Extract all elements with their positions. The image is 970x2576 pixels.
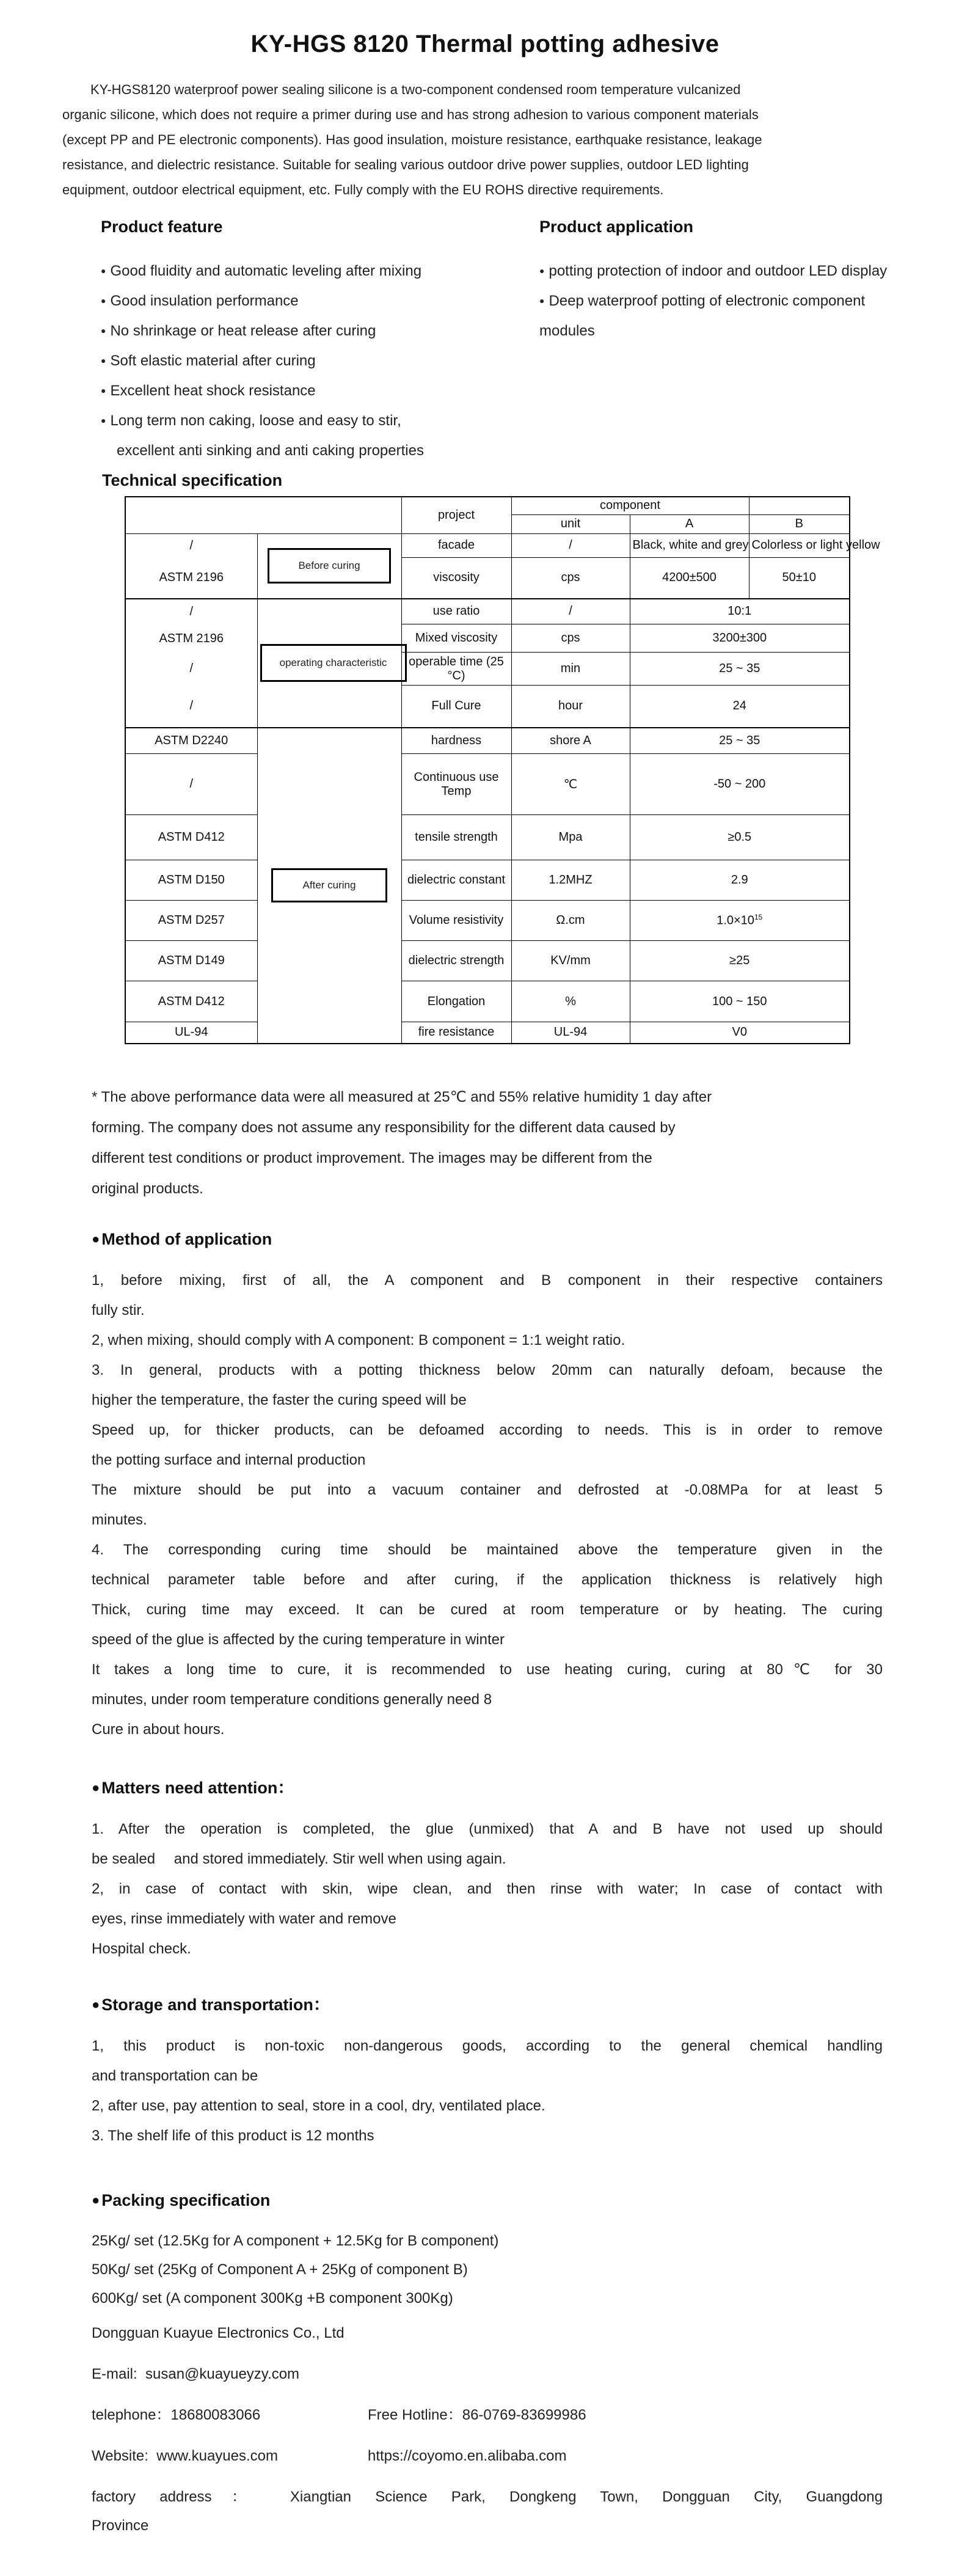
paragraph-line: and transportation can be xyxy=(92,2067,258,2084)
list-item xyxy=(101,346,522,376)
header-component: component xyxy=(511,497,749,514)
product-application-list xyxy=(539,256,906,346)
standard-cell-group xyxy=(125,599,257,728)
paragraph-line: 4. The corresponding curing time should be maintained above the temperature given in the xyxy=(92,1541,883,1558)
list-item xyxy=(539,286,906,346)
intro-line: KY-HGS8120 waterproof power sealing silicone is a two-component condensed room temperature vulcanized xyxy=(90,82,741,97)
feature-application-columns xyxy=(101,217,970,466)
table-cell-volume-resistivity xyxy=(630,901,850,941)
stage-cell xyxy=(257,533,401,599)
table-cell: 3200±300 xyxy=(630,624,850,652)
table-corner-blank-cell xyxy=(125,497,401,533)
table-cell: 25 ~ 35 xyxy=(630,728,850,754)
table-cell: operable time (25 °C) xyxy=(401,652,511,686)
bullet-icon: ● xyxy=(92,1996,100,2012)
table-cell: ≥25 xyxy=(630,941,850,981)
telephone-number: telephone：18680083066 xyxy=(92,2406,261,2423)
paragraph-line: higher the temperature, the faster the curing speed will be xyxy=(92,1391,467,1408)
paragraph-line: 2, after use, pay attention to seal, store in a cool, dry, ventilated place. xyxy=(92,2097,545,2114)
standard-value: ASTM D149 xyxy=(125,941,257,981)
standard-value: ASTM D412 xyxy=(125,981,257,1022)
stage-label-box: operating characteristic xyxy=(260,644,407,682)
table-cell: Colorless or light yellow xyxy=(749,533,850,558)
table-cell: 50±10 xyxy=(749,558,850,599)
value-exponent: 15 xyxy=(754,913,763,922)
table-cell: Volume resistivity xyxy=(401,901,511,941)
table-cell: Full Cure xyxy=(401,686,511,728)
bullet-icon: ● xyxy=(101,266,106,276)
table-cell: shore A xyxy=(511,728,630,754)
paragraph-line: Hospital check. xyxy=(92,1940,191,1957)
table-cell: ≥0.5 xyxy=(630,815,850,860)
email-line: E-mail: susan@kuayueyzy.com xyxy=(92,2365,300,2382)
list-item xyxy=(539,256,906,286)
paragraph-line: Cure in about hours. xyxy=(92,1721,225,1738)
table-cell: Black, white and grey xyxy=(630,533,749,558)
table-cell: V0 xyxy=(630,1022,850,1044)
alibaba-url: https://coyomo.en.alibaba.com xyxy=(368,2447,567,2464)
stage-cell xyxy=(257,599,401,728)
standard-cell-group xyxy=(125,533,257,599)
product-application-section xyxy=(539,217,906,466)
website-line xyxy=(92,2442,883,2470)
intro-line: equipment, outdoor electrical equipment, etc. Fully comply with the EU ROHS directive requirements. xyxy=(62,182,664,197)
product-application-heading: Product application xyxy=(539,218,694,236)
table-cell: Ω.cm xyxy=(511,901,630,941)
packing-specification-text xyxy=(0,2227,970,2313)
paragraph-line: technical parameter table before and after curing, if the application thickness is relatively high xyxy=(92,1571,883,1588)
disclaimer-note xyxy=(92,1082,878,1204)
table-cell: Mixed viscosity xyxy=(401,624,511,652)
standard-value: ASTM 2196 xyxy=(159,571,224,584)
table-cell: 10:1 xyxy=(630,599,850,624)
packing-line: 600Kg/ set (A component 300Kg +B component 300Kg) xyxy=(92,2289,453,2307)
standard-value: ASTM D257 xyxy=(125,901,257,941)
paragraph-line: 3. In general, products with a potting thickness below 20mm can naturally defoam, because the xyxy=(92,1361,883,1378)
header-unit: unit xyxy=(511,514,630,533)
note-line: * The above performance data were all measured at 25℃ and 55% relative humidity 1 day after xyxy=(92,1088,712,1105)
paragraph-line: speed of the glue is affected by the curing temperature in winter xyxy=(92,1631,505,1648)
list-item-text: Good insulation performance xyxy=(110,293,299,309)
table-cell: UL-94 xyxy=(511,1022,630,1044)
stage-label-box: After curing xyxy=(271,868,387,902)
bullet-icon: ● xyxy=(539,266,545,276)
factory-address xyxy=(92,2483,883,2540)
bullet-icon: ● xyxy=(101,296,106,306)
technical-specification-table xyxy=(125,496,880,1044)
free-hotline-number: Free Hotline：86-0769-83699986 xyxy=(368,2406,586,2423)
paragraph-line: 2, in case of contact with skin, wipe clean, and then rinse with water; In case of contact with xyxy=(92,1880,883,1897)
intro-line: organic silicone, which does not require a primer during use and has strong adhesion to various component materials xyxy=(62,107,759,122)
table-cell: 100 ~ 150 xyxy=(630,981,850,1022)
paragraph-line: 3. The shelf life of this product is 12 months xyxy=(92,2127,374,2144)
paragraph-line: eyes, rinse immediately with water and remove xyxy=(92,1910,396,1927)
table-cell: Continuous use Temp xyxy=(401,754,511,815)
packing-specification-heading xyxy=(92,2190,970,2211)
bullet-icon: ● xyxy=(101,415,106,425)
factory-address-line: factory address： Xiangtian Science Park, Dongkeng Town, Dongguan City, Guangdong xyxy=(92,2488,883,2505)
value-base: 1.0×10 xyxy=(717,913,754,928)
header-component-b: B xyxy=(749,514,850,533)
table-cell: 2.9 xyxy=(630,860,850,901)
table-cell: cps xyxy=(511,624,630,652)
table-cell: hour xyxy=(511,686,630,728)
header-blank-cell xyxy=(749,497,850,514)
paragraph-line: 1, this product is non-toxic non-dangerous goods, according to the general chemical handling xyxy=(92,2037,883,2054)
intro-paragraph xyxy=(62,77,884,202)
matters-need-attention-heading xyxy=(92,1777,970,1798)
paragraph-line: The mixture should be put into a vacuum container and defrosted at -0.08MPa for at least 5 xyxy=(92,1481,883,1498)
standard-value: ASTM 2196 xyxy=(159,631,224,645)
paragraph-line: minutes, under room temperature conditions generally need 8 xyxy=(92,1691,492,1708)
intro-line: resistance, and dielectric resistance. Suitable for sealing various outdoor drive power supplies, outdoor LED lighting xyxy=(62,157,749,172)
technical-specification-heading: Technical specification xyxy=(102,471,283,489)
paragraph-line: 1. After the operation is completed, the glue (unmixed) that A and B have not used up should xyxy=(92,1820,883,1837)
list-item xyxy=(101,406,522,436)
table-cell: fire resistance xyxy=(401,1022,511,1044)
list-item-text: Deep waterproof potting of electronic component modules xyxy=(539,293,866,339)
list-item-text: No shrinkage or heat release after curing xyxy=(110,323,376,339)
paragraph-line: the potting surface and internal production xyxy=(92,1451,366,1468)
stage-label-box: Before curing xyxy=(268,548,391,584)
company-name: Dongguan Kuayue Electronics Co., Ltd xyxy=(92,2324,345,2341)
note-line: different test conditions or product improvement. The images may be different from the xyxy=(92,1149,652,1166)
list-item xyxy=(101,256,522,286)
page-title: KY-HGS 8120 Thermal potting adhesive xyxy=(250,31,720,57)
standard-value: / xyxy=(189,538,194,552)
list-item-text: Soft elastic material after curing xyxy=(110,353,316,369)
list-item-continuation: excellent anti sinking and anti caking properties xyxy=(117,442,424,459)
bullet-icon: ● xyxy=(92,1231,100,1246)
phone-line xyxy=(92,2401,883,2429)
method-of-application-text xyxy=(92,1265,883,1744)
storage-transportation-text xyxy=(92,2031,883,2151)
paragraph-line: 2, when mixing, should comply with A component: B component = 1:1 weight ratio. xyxy=(92,1331,625,1348)
table-cell: % xyxy=(511,981,630,1022)
table-cell: -50 ~ 200 xyxy=(630,754,850,815)
list-item-text: potting protection of indoor and outdoor LED display xyxy=(549,263,888,279)
factory-address-line: Province xyxy=(92,2517,149,2534)
standard-value: / xyxy=(125,754,257,815)
standard-value: ASTM D2240 xyxy=(125,728,257,754)
header-project: project xyxy=(401,497,511,533)
table-cell: ℃ xyxy=(511,754,630,815)
storage-transportation-heading xyxy=(92,1994,970,2015)
table-cell: facade xyxy=(401,533,511,558)
bullet-icon: ● xyxy=(101,326,106,335)
standard-value: / xyxy=(189,662,194,675)
heading-text: Packing specification xyxy=(101,2190,271,2209)
packing-line: 25Kg/ set (12.5Kg for A component + 12.5Kg for B component) xyxy=(92,2232,499,2249)
standard-value: / xyxy=(189,699,194,712)
matters-need-attention-text xyxy=(92,1814,883,1964)
bullet-icon: ● xyxy=(92,1779,100,1795)
product-feature-heading: Product feature xyxy=(101,218,223,236)
table-cell: Elongation xyxy=(401,981,511,1022)
list-item-text: Excellent heat shock resistance xyxy=(110,382,316,399)
table-cell: dielectric strength xyxy=(401,941,511,981)
table-cell: 25 ~ 35 xyxy=(630,652,850,686)
table-cell: use ratio xyxy=(401,599,511,624)
paragraph-line: minutes. xyxy=(92,1511,147,1528)
product-feature-list xyxy=(101,256,522,466)
note-line: original products. xyxy=(92,1180,203,1197)
packing-line: 50Kg/ set (25Kg of Component A + 25Kg of component B) xyxy=(92,2261,468,2278)
table-cell: dielectric constant xyxy=(401,860,511,901)
table-cell: 24 xyxy=(630,686,850,728)
website-url: Website: www.kuayues.com xyxy=(92,2447,279,2464)
list-item xyxy=(101,316,522,346)
table-cell: 1.2MHZ xyxy=(511,860,630,901)
paragraph-line: Thick, curing time may exceed. It can be cured at room temperature or by heating. The curing xyxy=(92,1601,883,1618)
contact-block xyxy=(92,2319,883,2540)
bullet-icon: ● xyxy=(101,386,106,395)
paragraph-line: It takes a long time to cure, it is recommended to use heating curing, curing at 80℃ for 30 xyxy=(92,1661,883,1678)
method-of-application-heading xyxy=(92,1229,970,1250)
paragraph-line: fully stir. xyxy=(92,1301,145,1319)
standard-value: UL-94 xyxy=(125,1022,257,1044)
standard-value: ASTM D150 xyxy=(125,860,257,901)
list-item xyxy=(101,286,522,316)
stage-cell xyxy=(257,728,401,1044)
standard-value: / xyxy=(189,605,194,618)
list-item xyxy=(101,376,522,406)
heading-text: Matters need attention： xyxy=(101,1778,294,1797)
paragraph-line: be sealed and stored immediately. Stir well when using again. xyxy=(92,1850,506,1867)
table-cell: / xyxy=(511,533,630,558)
table-cell: KV/mm xyxy=(511,941,630,981)
paragraph-line: Speed up, for thicker products, can be defoamed according to needs. This is in order to remove xyxy=(92,1421,883,1438)
table-cell: hardness xyxy=(401,728,511,754)
table-cell: / xyxy=(511,599,630,624)
bullet-icon: ● xyxy=(92,2192,100,2208)
table-cell: tensile strength xyxy=(401,815,511,860)
header-component-a: A xyxy=(630,514,749,533)
table-cell: viscosity xyxy=(401,558,511,599)
table-cell: Mpa xyxy=(511,815,630,860)
bullet-icon: ● xyxy=(101,356,106,365)
heading-text: Method of application xyxy=(101,1229,272,1248)
table-cell: 4200±500 xyxy=(630,558,749,599)
table-cell: min xyxy=(511,652,630,686)
paragraph-line: 1, before mixing, first of all, the A component and B component in their respective containers xyxy=(92,1272,883,1289)
heading-text: Storage and transportation： xyxy=(101,1995,330,2014)
bullet-icon: ● xyxy=(539,296,545,306)
note-line: forming. The company does not assume any responsibility for the different data caused by xyxy=(92,1119,676,1136)
table-cell: cps xyxy=(511,558,630,599)
intro-line: (except PP and PE electronic components). Has good insulation, moisture resistance, earthquake resistance, leakage xyxy=(62,132,762,147)
list-item-text: Long term non caking, loose and easy to stir, xyxy=(110,412,401,429)
product-feature-section xyxy=(101,217,522,466)
standard-value: ASTM D412 xyxy=(125,815,257,860)
list-item-text: Good fluidity and automatic leveling after mixing xyxy=(110,263,422,279)
